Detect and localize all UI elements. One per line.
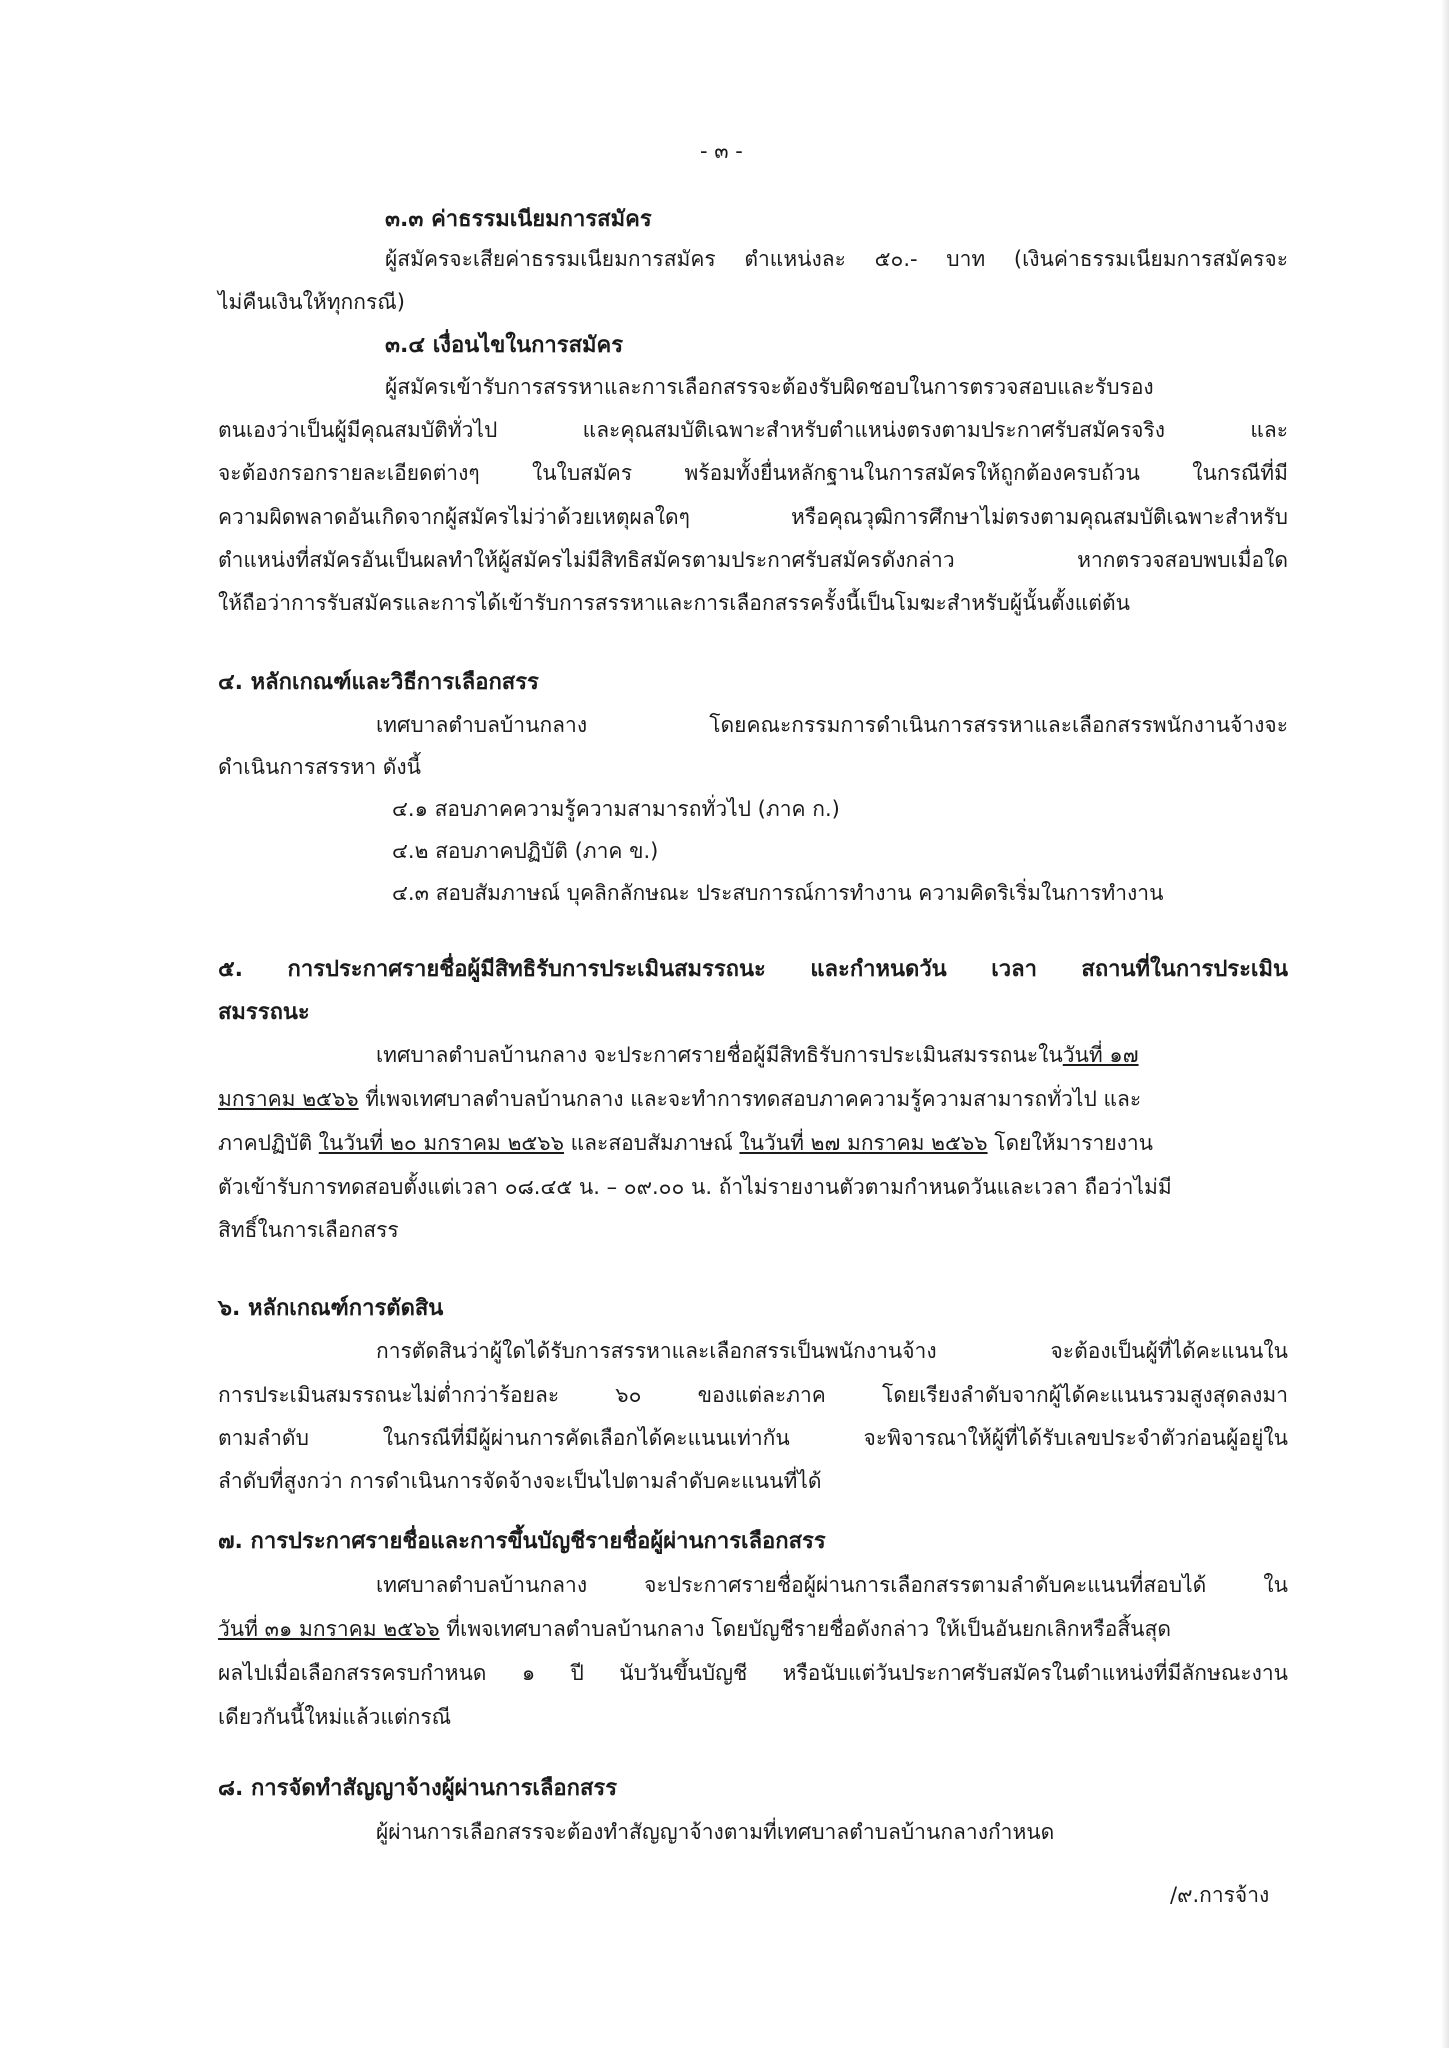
section-4-heading: ๔. หลักเกณฑ์และวิธีการเลือกสรร	[218, 670, 539, 695]
section-7-heading: ๗. การประกาศรายชื่อและการขึ้นบัญชีรายชื่อผู้ผ่านการเลือกสรร	[218, 1529, 826, 1554]
section-6-line: การประเมินสมรรถนะไม่ต่ำกว่าร้อยละ ๖๐ ของแต่ละภาค โดยเรียงลำดับจากผู้ได้คะแนนรวมสูงสุดลงมา	[218, 1383, 1288, 1407]
section-3-4-line: ให้ถือว่าการรับสมัครและการได้เข้ารับการสรรหาและการเลือกสรรครั้งนี้เป็นโมฆะสำหรับผู้นั้นตั้งแต่ต้น	[218, 591, 1130, 615]
section-3-4-line: ผู้สมัครเข้ารับการสรรหาและการเลือกสรรจะต้องรับผิดชอบในการตรวจสอบและรับรอง	[385, 375, 1154, 399]
section-3-4-line: ตนเองว่าเป็นผู้มีคุณสมบัติทั่วไป และคุณสมบัติเฉพาะสำหรับตำแหน่งตรงตามประกาศรับสมัครจริง และ	[218, 418, 1288, 442]
section-7-text: ที่เพจเทศบาลตำบลบ้านกลาง โดยบัญชีรายชื่อดังกล่าว ให้เป็นอันยกเลิกหรือสิ้นสุด	[439, 1617, 1171, 1641]
section-5-text: ภาคปฏิบัติ	[218, 1131, 319, 1155]
section-3-4-line: จะต้องกรอกรายละเอียดต่างๆ ในใบสมัคร พร้อมทั้งยื่นหลักฐานในการสมัครให้ถูกต้องครบถ้วน ในกรณีที่มี	[218, 461, 1288, 485]
section-5-line: ตัวเข้ารับการทดสอบตั้งแต่เวลา ๐๘.๔๕ น. – ๐๙.๐๐ น. ถ้าไม่รายงานตัวตามกำหนดวันและเวลา ถือว่าไม่มี	[218, 1175, 1172, 1199]
section-7-line	[218, 1614, 1171, 1644]
section-5-date: วันที่ ๑๗	[1062, 1043, 1139, 1067]
section-4-line: ดำเนินการสรรหา ดังนี้	[218, 755, 422, 779]
section-3-3-line: ไม่คืนเงินให้ทุกกรณี)	[218, 290, 405, 314]
section-3-4-line: ความผิดพลาดอันเกิดจากผู้สมัครไม่ว่าด้วยเหตุผลใดๆ หรือคุณวุฒิการศึกษาไม่ตรงตามคุณสมบัติเฉพาะสำหรับ	[218, 505, 1288, 529]
section-4-item: ๔.๒ สอบภาคปฏิบัติ (ภาค ข.)	[392, 839, 659, 863]
section-5-heading: สมรรถนะ	[218, 1000, 310, 1025]
section-6-line: การตัดสินว่าผู้ใดได้รับการสรรหาและเลือกสรรเป็นพนักงานจ้าง จะต้องเป็นผู้ที่ได้คะแนนใน	[376, 1339, 1288, 1363]
section-6-line: ตามลำดับ ในกรณีที่มีผู้ผ่านการคัดเลือกได้คะแนนเท่ากัน จะพิจารณาให้ผู้ที่ได้รับเลขประจำตัวก่อนผู้อยู่ใน	[218, 1426, 1288, 1450]
continuation-note: /๙.การจ้าง	[1170, 1883, 1270, 1907]
section-5-text: เทศบาลตำบลบ้านกลาง จะประกาศรายชื่อผู้มีสิทธิรับการประเมินสมรรถนะใน	[376, 1043, 1063, 1067]
section-3-3-heading: ๓.๓ ค่าธรรมเนียมการสมัคร	[385, 207, 652, 232]
section-5-line	[218, 1084, 1141, 1114]
section-5-date: ในวันที่ ๒๐ มกราคม ๒๕๖๖	[318, 1131, 564, 1155]
section-8-heading: ๘. การจัดทำสัญญาจ้างผู้ผ่านการเลือกสรร	[218, 1776, 618, 1801]
section-5-line: สิทธิ์ในการเลือกสรร	[218, 1218, 399, 1242]
section-3-3-line: ผู้สมัครจะเสียค่าธรรมเนียมการสมัคร ตำแหน่งละ ๕๐.- บาท (เงินค่าธรรมเนียมการสมัครจะ	[385, 247, 1288, 271]
section-7-line: เดียวกันนี้ใหม่แล้วแต่กรณี	[218, 1705, 452, 1729]
section-7-line: ผลไปเมื่อเลือกสรรครบกำหนด ๑ ปี นับวันขึ้นบัญชี หรือนับแต่วันประกาศรับสมัครในตำแหน่งที่มีลักษณะงาน	[218, 1661, 1288, 1685]
section-4-item: ๔.๓ สอบสัมภาษณ์ บุคลิกลักษณะ ประสบการณ์การทำงาน ความคิดริเริ่มในการทำงาน	[392, 881, 1164, 905]
section-5-text: และสอบสัมภาษณ์	[563, 1131, 740, 1155]
section-3-4-heading: ๓.๔ เงื่อนไขในการสมัคร	[385, 333, 624, 358]
section-7-date: วันที่ ๓๑ มกราคม ๒๕๖๖	[218, 1617, 440, 1641]
section-5-line	[218, 1128, 1153, 1158]
section-4-line: เทศบาลตำบลบ้านกลาง โดยคณะกรรมการดำเนินการสรรหาและเลือกสรรพนักงานจ้างจะ	[376, 713, 1288, 737]
section-5-text: โดยให้มารายงาน	[987, 1131, 1153, 1155]
section-8-line: ผู้ผ่านการเลือกสรรจะต้องทำสัญญาจ้างตามที่เทศบาลตำบลบ้านกลางกำหนด	[376, 1820, 1055, 1844]
section-7-line: เทศบาลตำบลบ้านกลาง จะประกาศรายชื่อผู้ผ่านการเลือกสรรตามลำดับคะแนนที่สอบได้ ใน	[376, 1573, 1288, 1597]
page-number: - ๓ -	[700, 139, 743, 163]
section-4-item: ๔.๑ สอบภาคความรู้ความสามารถทั่วไป (ภาค ก.)	[392, 797, 840, 821]
section-6-line: ลำดับที่สูงกว่า การดำเนินการจัดจ้างจะเป็นไปตามลำดับคะแนนที่ได้	[218, 1469, 822, 1493]
section-5-text: ที่เพจเทศบาลตำบลบ้านกลาง และจะทำการทดสอบภาคความรู้ความสามารถทั่วไป และ	[358, 1087, 1142, 1111]
section-5-heading: ๕. การประกาศรายชื่อผู้มีสิทธิรับการประเมินสมรรถนะ และกำหนดวัน เวลา สถานที่ในการประเมิน	[218, 957, 1288, 982]
section-3-4-line: ตำแหน่งที่สมัครอันเป็นผลทำให้ผู้สมัครไม่มีสิทธิสมัครตามประกาศรับสมัครดังกล่าว หากตรวจสอบพบเมื่อใด	[218, 548, 1288, 572]
section-5-date: ในวันที่ ๒๗ มกราคม ๒๕๖๖	[739, 1131, 988, 1155]
section-5-line	[376, 1040, 1139, 1070]
page-edge-shadow	[1441, 0, 1449, 2048]
section-6-heading: ๖. หลักเกณฑ์การตัดสิน	[218, 1296, 444, 1321]
section-5-date: มกราคม ๒๕๖๖	[218, 1087, 359, 1111]
